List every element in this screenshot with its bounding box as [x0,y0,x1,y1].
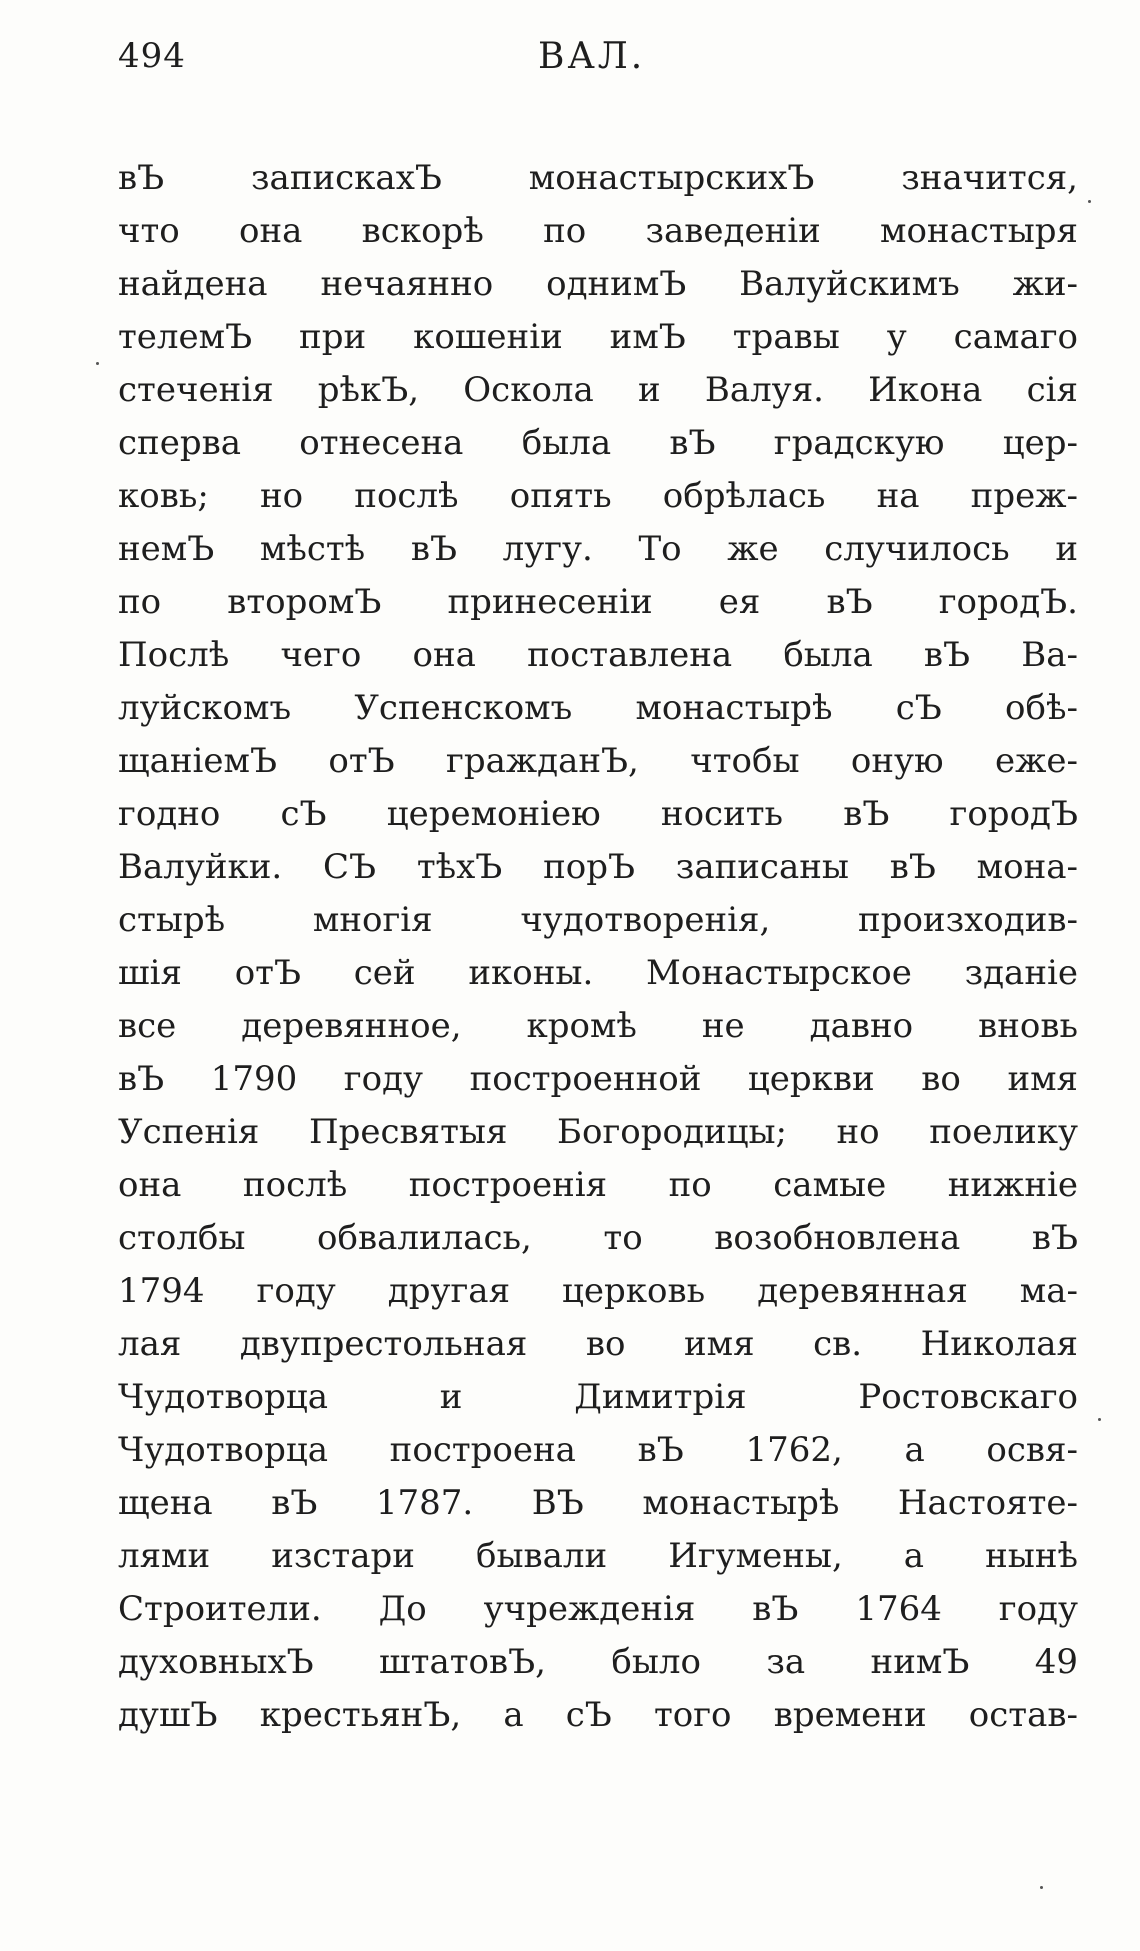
body-text [118,152,1078,1742]
text-line: сперва отнесена была вЪ градскую цер- [118,423,1078,463]
text-line: шiя отЪ сей иконы. Монастырское зданiе [118,953,1078,993]
paper-speck [96,362,99,365]
text-line: стырѣ многiя чудотворенiя, произходив- [118,900,1078,940]
text-line: стеченiя рѣкЪ, Оскола и Валуя. Икона сiя [118,370,1078,410]
text-line: 1794 году другая церковь деревянная ма- [118,1271,1078,1311]
paper-speck [1040,1886,1043,1889]
running-head: ВАЛ. [538,36,646,77]
text-line: она послѣ построенiя по самые нижнiе [118,1165,1078,1205]
page-header [118,36,1078,96]
text-line: столбы обвалилась, то возобновлена вЪ [118,1218,1078,1258]
text-line: Чудотворца и Димитрiя Ростовскаго [118,1377,1078,1417]
text-line: Успенiя Пресвятыя Богородицы; но поелику [118,1112,1078,1152]
text-line: Чудотворца построена вЪ 1762, а освя- [118,1430,1078,1470]
text-line: духовныхЪ штатовЪ, было за нимЪ 49 [118,1642,1078,1682]
page-number: 494 [118,36,186,76]
text-line: ковь; но послѣ опять обрѣлась на преж- [118,476,1078,516]
text-line: лая двупрестольная во имя св. Николая [118,1324,1078,1364]
text-line: Послѣ чего она поставлена была вЪ Ва- [118,635,1078,675]
text-line: годно сЪ церемонiею носить вЪ городЪ [118,794,1078,834]
paper-speck [1098,1418,1101,1421]
text-line: по второмЪ принесенiи ея вЪ городЪ. [118,582,1078,622]
text-line: душЪ крестьянЪ, а сЪ того времени остав- [118,1695,1078,1735]
text-line: вЪ запискахЪ монастырскихЪ значится, [118,158,1078,198]
text-line: щанiемЪ отЪ гражданЪ, чтобы оную еже- [118,741,1078,781]
paper-speck [1088,200,1091,203]
text-line: что она вскорѣ по заведенiи монастыря [118,211,1078,251]
text-line: Строители. До учрежденiя вЪ 1764 году [118,1589,1078,1629]
text-line: вЪ 1790 году построенной церкви во имя [118,1059,1078,1099]
text-line: Валуйки. СЪ тѣхЪ порЪ записаны вЪ мона- [118,847,1078,887]
text-line: лями изстари бывали Игумены, а нынѣ [118,1536,1078,1576]
text-line: немЪ мѣстѣ вЪ лугу. То же случилось и [118,529,1078,569]
text-line: все деревянное, кромѣ не давно вновь [118,1006,1078,1046]
text-line: найдена нечаянно однимЪ Валуйскимъ жи- [118,264,1078,304]
text-line: телемЪ при кошенiи имЪ травы у самаго [118,317,1078,357]
text-line: щена вЪ 1787. ВЪ монастырѣ Настояте- [118,1483,1078,1523]
text-line: луйскомъ Успенскомъ монастырѣ сЪ обѣ- [118,688,1078,728]
